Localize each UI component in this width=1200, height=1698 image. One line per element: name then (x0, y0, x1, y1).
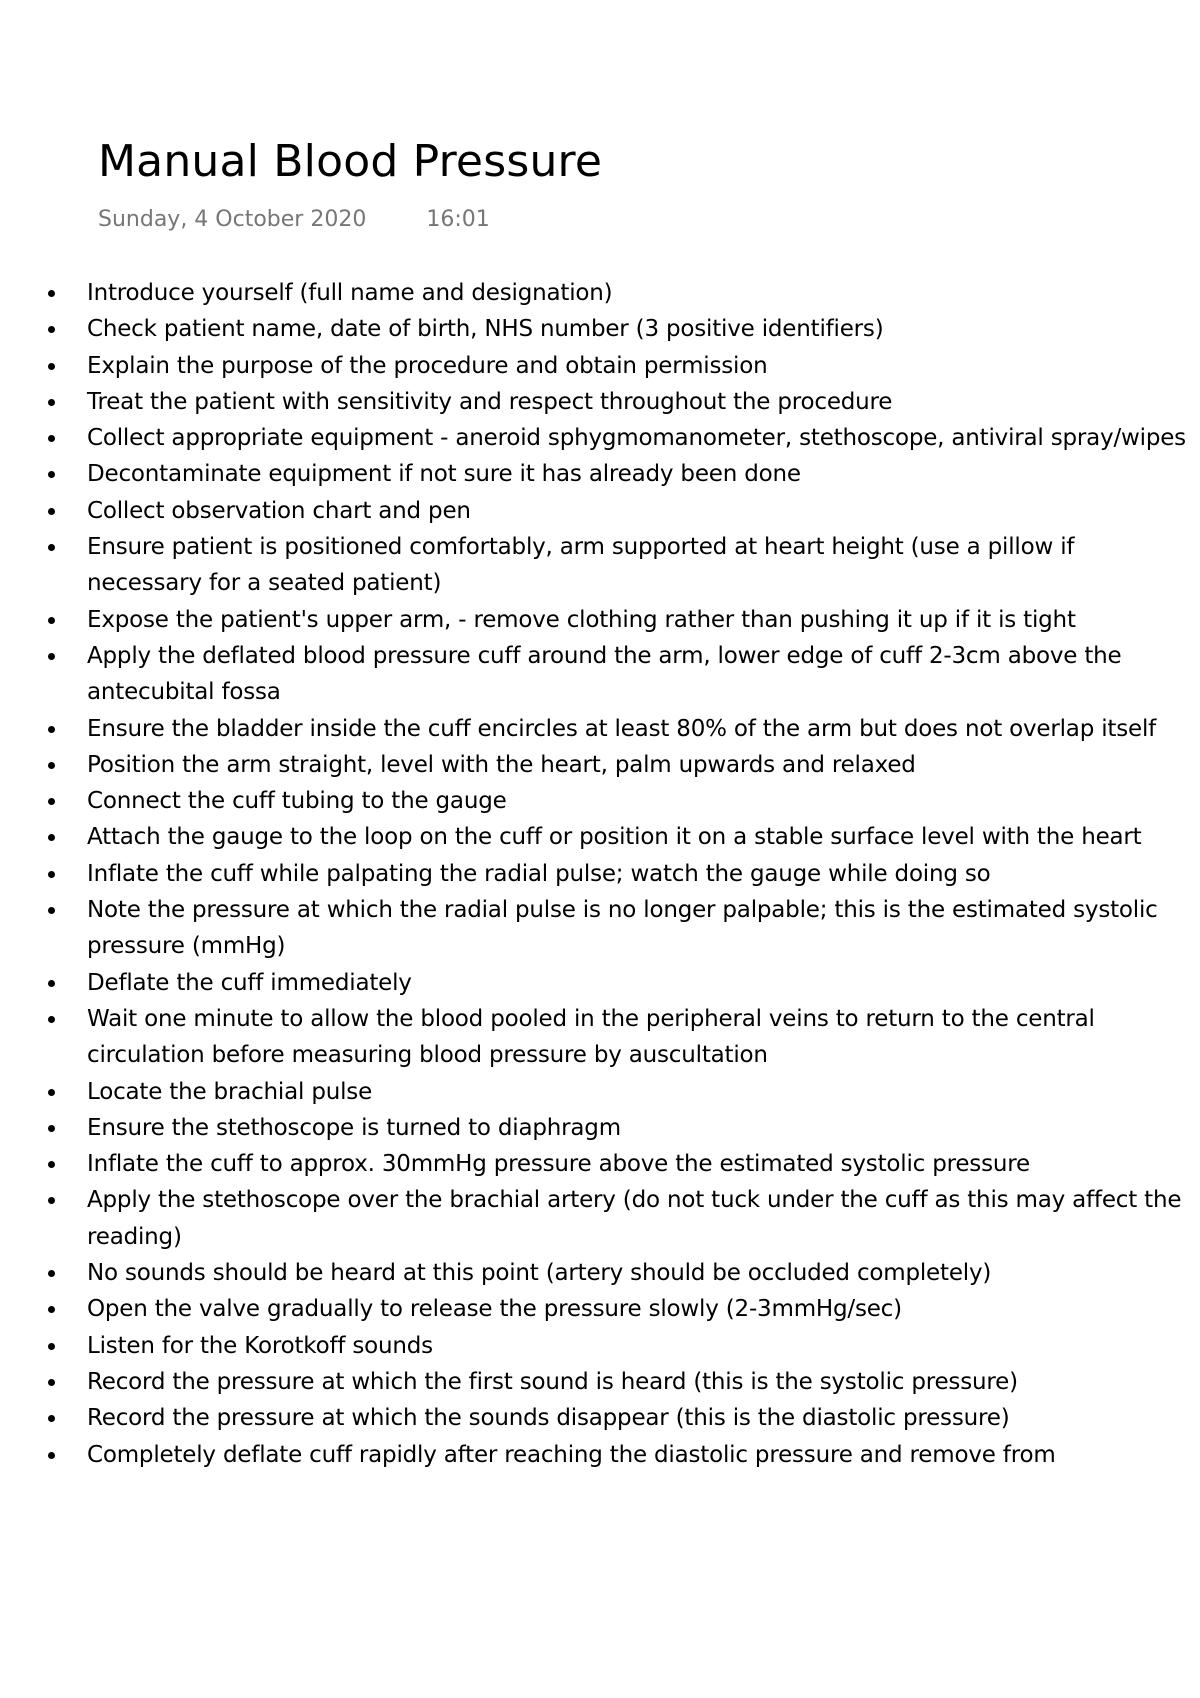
list-item-text: Connect the cuff tubing to the gauge (87, 788, 507, 815)
bullet-icon (48, 471, 55, 478)
list-item (48, 1255, 1188, 1291)
bullet-icon (48, 798, 55, 805)
list-item (48, 783, 1188, 819)
bullet-icon (48, 1016, 55, 1023)
bullet-icon (48, 508, 55, 515)
bullet-icon (48, 907, 55, 914)
bullet-icon (48, 1089, 55, 1096)
bullet-icon (48, 1379, 55, 1386)
list-item-text: Record the pressure at which the first sound is heard (this is the systolic pressure) (87, 1368, 1018, 1395)
bullet-icon (48, 1415, 55, 1422)
page-title: Manual Blood Pressure (98, 136, 603, 187)
bullet-icon (48, 980, 55, 987)
list-item-text: Expose the patient's upper arm, - remove clothing rather than pushing it up if it is tight (87, 606, 1076, 633)
list-item-text: Deflate the cuff immediately (87, 969, 412, 996)
list-item (48, 1074, 1188, 1110)
list-item (48, 1291, 1188, 1327)
page-date: Sunday, 4 October 2020 (98, 207, 367, 232)
list-item (48, 1364, 1188, 1400)
bullet-icon (48, 435, 55, 442)
bullet-icon (48, 1270, 55, 1277)
list-item (48, 819, 1188, 855)
list-item-text: Ensure the bladder inside the cuff encircles at least 80% of the arm but does not overlap itself (87, 715, 1157, 742)
list-item (48, 1146, 1188, 1182)
bullet-icon (48, 290, 55, 297)
bullet-icon (48, 726, 55, 733)
list-item (48, 892, 1188, 965)
list-item-text: Note the pressure at which the radial pulse is no longer palpable; this is the estimated systolic pressure (mmHg) (87, 897, 1158, 960)
list-item-text: Inflate the cuff while palpating the radial pulse; watch the gauge while doing so (87, 860, 991, 887)
procedure-steps-list (48, 275, 1188, 1473)
list-item-text: Introduce yourself (full name and designation) (87, 280, 613, 306)
list-item (48, 1001, 1188, 1074)
bullet-icon (48, 1306, 55, 1313)
bullet-icon (48, 544, 55, 551)
list-item (48, 311, 1188, 347)
list-item-text: Record the pressure at which the sounds disappear (this is the diastolic pressure) (87, 1405, 1010, 1432)
list-item-text: Attach the gauge to the loop on the cuff or position it on a stable surface level with the heart (87, 824, 1142, 851)
list-item-text: Wait one minute to allow the blood pooled in the peripheral veins to return to the central circulation before measuring blood pressure by auscultation (87, 1005, 1095, 1069)
bullet-icon (48, 834, 55, 841)
list-item-text: No sounds should be heard at this point (artery should be occluded completely) (87, 1260, 992, 1287)
bullet-icon (48, 1452, 55, 1459)
bullet-icon (48, 762, 55, 769)
bullet-icon (48, 871, 55, 878)
list-item (48, 1110, 1188, 1146)
list-item (48, 1437, 1188, 1473)
list-item (48, 456, 1188, 492)
list-item-text: Locate the brachial pulse (87, 1078, 373, 1105)
list-item (48, 638, 1188, 711)
bullet-icon (48, 1197, 55, 1204)
list-item-text: Completely deflate cuff rapidly after reaching the diastolic pressure and remove from (87, 1441, 1056, 1468)
list-item-text: Apply the stethoscope over the brachial artery (do not tuck under the cuff as this may affect the reading) (87, 1187, 1182, 1250)
list-item-text: Collect observation chart and pen (87, 497, 471, 524)
list-item (48, 1182, 1188, 1255)
list-item-text: Position the arm straight, level with the heart, palm upwards and relaxed (87, 751, 916, 778)
bullet-icon (48, 653, 55, 660)
list-item-text: Treat the patient with sensitivity and respect throughout the procedure (87, 388, 893, 415)
page-timestamp (98, 205, 490, 235)
list-item (48, 711, 1188, 747)
list-item (48, 384, 1188, 420)
bullet-icon (48, 617, 55, 624)
list-item-text: Open the valve gradually to release the pressure slowly (2-3mmHg/sec) (87, 1296, 902, 1323)
bullet-icon (48, 1161, 55, 1168)
bullet-icon (48, 326, 55, 333)
list-item (48, 529, 1188, 602)
page-time: 16:01 (426, 207, 490, 232)
list-item-text: Decontaminate equipment if not sure it has already been done (87, 461, 801, 488)
list-item (48, 420, 1188, 456)
list-item-text: Listen for the Korotkoff sounds (87, 1332, 433, 1359)
list-item-text: Ensure the stethoscope is turned to diaphragm (87, 1114, 621, 1141)
list-item-text: Explain the purpose of the procedure and obtain permission (87, 352, 768, 379)
list-item-text: Inflate the cuff to approx. 30mmHg pressure above the estimated systolic pressure (87, 1151, 1030, 1178)
list-item (48, 1400, 1188, 1436)
bullet-icon (48, 1343, 55, 1350)
list-item (48, 602, 1188, 638)
list-item (48, 493, 1188, 529)
list-item (48, 1328, 1188, 1364)
list-item-text: Ensure patient is positioned comfortably, arm supported at heart height (use a pillow if necessary for a seated patient) (87, 534, 1075, 597)
list-item (48, 275, 1188, 311)
list-item-text: Check patient name, date of birth, NHS number (3 positive identifiers) (87, 316, 884, 343)
list-item (48, 747, 1188, 783)
list-item (48, 965, 1188, 1001)
bullet-icon (48, 399, 55, 406)
list-item (48, 348, 1188, 384)
list-item (48, 856, 1188, 892)
bullet-icon (48, 1125, 55, 1132)
list-item-text: Apply the deflated blood pressure cuff around the arm, lower edge of cuff 2-3cm above the antecubital fossa (87, 642, 1122, 706)
bullet-icon (48, 363, 55, 370)
list-item-text: Collect appropriate equipment - aneroid sphygmomanometer, stethoscope, antiviral spray/wipes (87, 425, 1186, 452)
